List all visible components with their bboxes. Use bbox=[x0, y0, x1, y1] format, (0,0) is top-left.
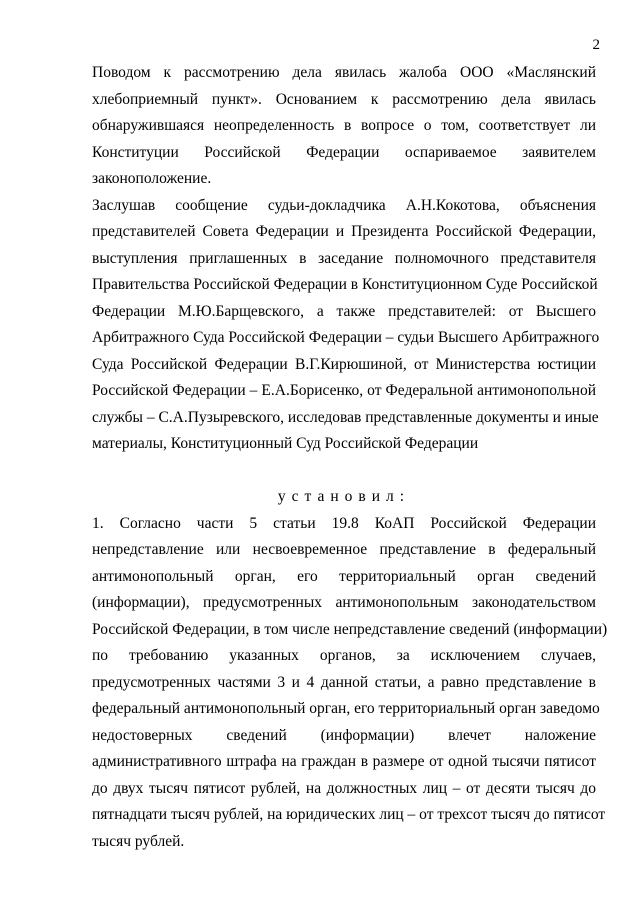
text-line: Правительства Российской Федерации в Конституционном Суде Российской bbox=[92, 276, 598, 293]
text-line: Заслушав сообщение судьи-докладчика А.Н.Кокотова, объяснения bbox=[92, 196, 596, 214]
text-line: Суда Российской Федерации В.Г.Кирюшиной, от Министерства юстиции bbox=[92, 355, 596, 373]
text-line: Российской Федерации, в том числе непредставление сведений (информации) bbox=[92, 620, 608, 638]
text-line: обнаружившаяся неопределенность в вопросе о том, соответствует ли bbox=[92, 117, 596, 134]
text-line: Поводом к рассмотрению дела явилась жалоба ООО «Маслянский bbox=[92, 64, 596, 81]
text-line: представителей Совета Федерации и Президента Российской Федерации, bbox=[92, 223, 596, 240]
paragraph-complaint-basis bbox=[92, 60, 596, 193]
text-line: административного штрафа на граждан в размере от одной тысячи пятисот bbox=[92, 753, 596, 770]
paragraph-article-19-8 bbox=[92, 511, 608, 856]
text-line: Федерации М.Ю.Барщевского, а также представителей: от Высшего bbox=[92, 302, 596, 320]
text-line: предусмотренных частями 3 и 4 данной статьи, а равно представление в bbox=[92, 673, 596, 691]
text-line: хлебоприемный пункт». Основанием к рассмотрению дела явилась bbox=[92, 90, 596, 108]
text-line: (информации), предусмотренных антимонопольным законодательством bbox=[92, 594, 596, 611]
text-line: пятнадцати тысяч рублей, на юридических лиц – от трехсот тысяч до пятисот bbox=[92, 806, 606, 823]
text-line: непредставление или несвоевременное представление в федеральный bbox=[92, 541, 596, 558]
text-line: Российской Федерации – Е.А.Борисенко, от Федеральной антимонопольной bbox=[92, 382, 596, 399]
text-line: недостоверных сведений (информации) влечет наложение bbox=[92, 726, 596, 744]
text-line: материалы, Конституционный Суд Российской Федерации bbox=[92, 435, 479, 452]
text-line: федеральный антимонопольный орган, его территориальный орган заведомо bbox=[92, 700, 600, 717]
page-number: 2 bbox=[592, 37, 600, 53]
document-body bbox=[92, 60, 608, 855]
text-line: законоположение. bbox=[92, 170, 212, 187]
section-spacer bbox=[92, 458, 596, 485]
text-line: службы – С.А.Пузыревского, исследовав представленные документы и иные bbox=[92, 408, 599, 426]
text-line: по требованию указанных органов, за исключением случаев, bbox=[92, 647, 596, 664]
section-heading: установил: bbox=[277, 488, 411, 505]
text-line: тысяч рублей. bbox=[92, 832, 185, 850]
text-line: антимонопольный орган, его территориальный орган сведений bbox=[92, 567, 596, 585]
text-line: 1. Согласно части 5 статьи 19.8 КоАП Российской Федерации bbox=[92, 514, 596, 532]
paragraph-hearing-participants bbox=[92, 193, 600, 458]
text-line: Арбитражного Суда Российской Федерации – судьи Высшего Арбитражного bbox=[92, 329, 600, 346]
text-line: до двух тысяч пятисот рублей, на должностных лиц – от десяти тысяч до bbox=[92, 779, 596, 797]
text-line: выступления приглашенных в заседание полномочного представителя bbox=[92, 249, 596, 267]
text-line: Конституции Российской Федерации оспариваемое заявителем bbox=[92, 143, 596, 161]
